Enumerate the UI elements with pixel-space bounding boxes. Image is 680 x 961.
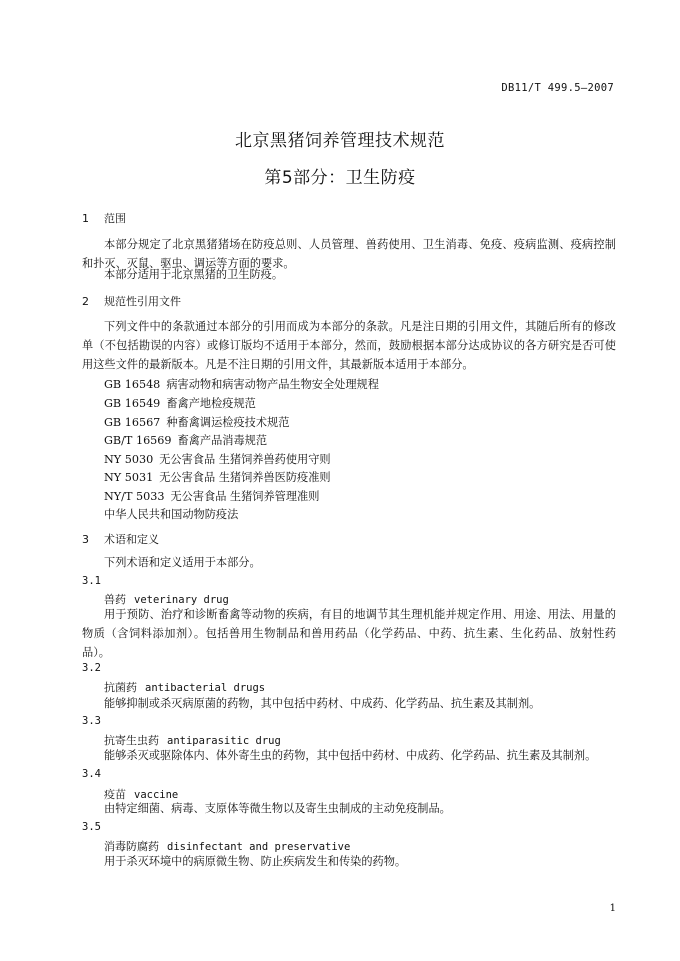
- reference-title: 无公害食品 生猪饲养兽药使用守则: [159, 453, 331, 466]
- reference-code: GB 16567: [104, 416, 161, 429]
- term-number: 3.2: [82, 662, 101, 674]
- reference-title: 无公害食品 生猪饲养兽医防疫准则: [159, 471, 331, 484]
- term-definition: 能够抑制或杀灭病原菌的药物，其中包括中药材、中成药、化学药品、抗生素及其制剂。: [104, 697, 541, 710]
- term-en: disinfectant and preservative: [167, 841, 351, 853]
- reference-title: 无公害食品 生猪饲养管理准则: [170, 490, 320, 503]
- section-1-scope-paragraph: 本部分适用于北京黑猪的卫生防疫。: [104, 268, 284, 281]
- term-zh: 抗菌药: [104, 681, 137, 694]
- term-number: 3.3: [82, 715, 101, 727]
- reference-code: GB/T 16569: [104, 434, 172, 447]
- term-definition: 用于杀灭环境中的病原微生物、防止疾病发生和传染的药物。: [104, 855, 407, 868]
- reference-item: [104, 488, 319, 504]
- reference-title: 病害动物和病害动物产品生物安全处理规程: [166, 378, 379, 391]
- term-heading: [104, 679, 265, 695]
- reference-title: 中华人民共和国动物防疫法: [104, 508, 239, 521]
- section-number: 1: [82, 212, 89, 225]
- term-en: antiparasitic drug: [167, 735, 281, 747]
- term-number: 3.1: [82, 575, 101, 587]
- document-part-title: 第5部分：卫生防疫: [264, 168, 416, 188]
- term-number: 3.4: [82, 768, 101, 780]
- section-number: 3: [82, 533, 89, 546]
- term-definition: 用于预防、治疗和诊断畜禽等动物的疾病，有目的地调节其生理机能并规定作用、用途、用法、用量的物质（含饲料添加剂）。包括兽用生物制品和兽用药品（化学药品、中药、抗生素、生化药品、放射性药品）。: [82, 608, 616, 659]
- reference-title: 畜禽产地检疫规范: [166, 397, 256, 410]
- term-zh: 疫苗: [104, 788, 126, 801]
- reference-code: GB 16548: [104, 378, 161, 391]
- section-3-intro: 下列术语和定义适用于本部分。: [104, 556, 261, 569]
- page-number: 1: [609, 903, 616, 914]
- reference-item: [104, 414, 289, 430]
- section-1-heading: [82, 210, 126, 226]
- reference-item: [104, 432, 267, 448]
- term-en: antibacterial drugs: [145, 682, 266, 694]
- reference-item: [104, 395, 256, 411]
- document-title: 北京黑猪饲养管理技术规范: [235, 131, 445, 151]
- term-zh: 抗寄生虫药: [104, 734, 159, 747]
- reference-item: [104, 376, 379, 392]
- section-1-paragraph: 本部分规定了北京黑猪猪场在防疫总则、人员管理、兽药使用、卫生消毒、免疫、疫病监测、疫病控制和扑灭、灭鼠、驱虫、调运等方面的要求。: [82, 238, 616, 270]
- term-zh: 消毒防腐药: [104, 840, 159, 853]
- term-en: veterinary drug: [134, 594, 229, 606]
- term-number: 3.5: [82, 821, 101, 833]
- section-title: 范围: [104, 212, 126, 225]
- section-title: 规范性引用文件: [104, 295, 181, 308]
- term-zh: 兽药: [104, 593, 126, 606]
- reference-code: GB 16549: [104, 397, 161, 410]
- reference-item: [104, 451, 331, 467]
- standard-code: DB11/T 499.5—2007: [501, 82, 614, 94]
- reference-code: NY 5030: [104, 453, 154, 466]
- reference-item: [104, 506, 238, 522]
- reference-title: 畜禽产品消毒规范: [177, 434, 268, 447]
- term-definition: 能够杀灭或驱除体内、体外寄生虫的药物，其中包括中药材、中成药、化学药品、抗生素及其制剂。: [104, 749, 597, 762]
- reference-code: NY/T 5033: [104, 490, 165, 503]
- reference-title: 种畜禽调运检疫技术规范: [166, 416, 290, 429]
- term-en: vaccine: [134, 789, 179, 801]
- section-2-paragraph: 下列文件中的条款通过本部分的引用而成为本部分的条款。凡是注日期的引用文件，其随后所有的修改单（不包括勘误的内容）或修订版均不适用于本部分，然而，鼓励根据本部分达成协议的各方研究是否可使用这些文件的最新版本。凡是不注日期的引用文件，其最新版本适用于本部分。: [82, 320, 616, 371]
- section-2-heading: [82, 293, 181, 309]
- section-title: 术语和定义: [104, 533, 159, 546]
- reference-code: NY 5031: [104, 471, 154, 484]
- section-number: 2: [82, 295, 89, 308]
- section-3-heading: [82, 531, 159, 547]
- term-definition: 由特定细菌、病毒、支原体等微生物以及寄生虫制成的主动免疫制品。: [104, 802, 451, 815]
- reference-item: [104, 469, 331, 485]
